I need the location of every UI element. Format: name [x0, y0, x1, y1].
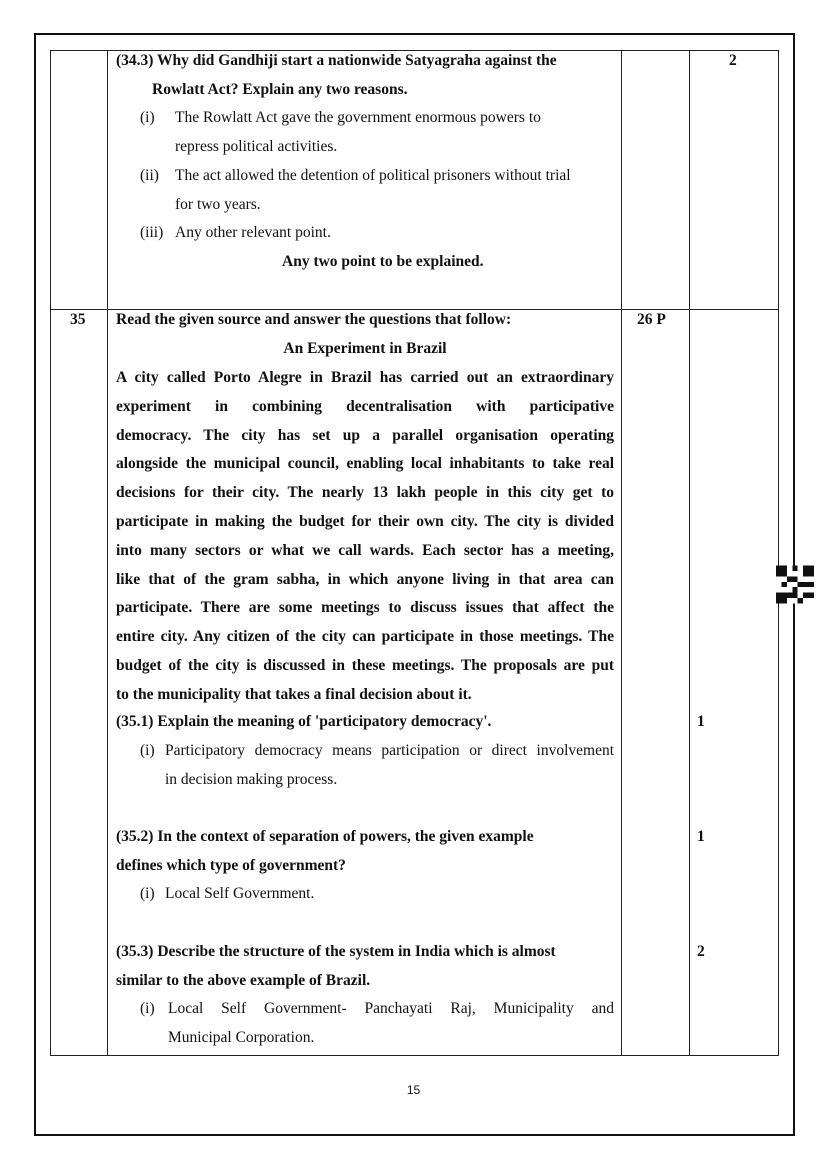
answer-text: in decision making process. [165, 771, 338, 788]
question-number: 35 [70, 311, 86, 328]
point-text: The Rowlatt Act gave the government enormous powers to [175, 109, 541, 126]
point-text: The act allowed the detention of political prisoners without trial [175, 167, 571, 184]
source-text-line: entire city. Any citizen of the city can participate in those meetings. The [116, 628, 614, 646]
instruction: Read the given source and answer the questions that follow: [116, 311, 512, 328]
question-35-3-cont: similar to the above example of Brazil. [116, 972, 371, 989]
source-title: An Experiment in Brazil [283, 340, 447, 357]
table-col-line [50, 50, 51, 1056]
source-text-line: to the municipality that takes a final decision about it. [116, 685, 472, 703]
answer-text: Participatory democracy means participation or direct involvement [165, 742, 614, 759]
source-text-line: alongside the municipal council, enabling local inhabitants to take real [116, 455, 614, 473]
source-text-line: into many sectors or what we call wards. Each sector has a meeting, [116, 541, 614, 559]
point-text: Any other relevant point. [175, 224, 331, 241]
marks: 2 [697, 943, 705, 960]
table-border-bottom [50, 1055, 779, 1056]
question-35-3: (35.3) Describe the structure of the system in India which is almost [116, 943, 556, 960]
source-text-line: budget of the city is discussed in these meetings. The proposals are put [116, 657, 614, 674]
page-reference: 26 P [637, 311, 666, 328]
point-text: for two years. [175, 196, 261, 213]
answer-number: (i) [140, 742, 155, 759]
marks: 1 [697, 713, 705, 730]
source-text-line: experiment in combining decentralisation with participative [116, 397, 614, 415]
answer-text: Municipal Corporation. [168, 1029, 315, 1046]
answer-number: (i) [140, 885, 155, 902]
source-text-line: like that of the gram sabha, in which anyone living in that area can [116, 570, 614, 588]
table-col-line [621, 50, 622, 1056]
answer-text: Local Self Government- Panchayati Raj, Municipality and [168, 1000, 614, 1017]
source-text-line: democracy. The city has set up a parallel organisation operating [116, 426, 614, 444]
question-34-3: (34.3) Why did Gandhiji start a nationwide Satyagraha against the [116, 52, 557, 69]
marks: 1 [697, 828, 705, 845]
point-text: repress political activities. [175, 138, 338, 155]
point-number: (ii) [140, 167, 159, 184]
point-number: (i) [140, 109, 155, 126]
question-34-3-cont: Rowlatt Act? Explain any two reasons. [152, 81, 408, 98]
table-col-line [689, 50, 690, 1056]
point-number: (iii) [140, 224, 164, 241]
table-col-line [107, 50, 108, 1056]
source-text-line: A city called Porto Alegre in Brazil has carried out an extraordinary [116, 369, 614, 386]
page-number: 15 [406, 1083, 421, 1097]
table-col-line [778, 50, 779, 1056]
answer-number: (i) [140, 1000, 155, 1017]
answer-text: Local Self Government. [165, 885, 315, 902]
marks: 2 [729, 52, 737, 69]
marking-note: Any two point to be explained. [282, 253, 484, 270]
source-text-line: participate in making the budget for their own city. The city is divided [116, 513, 614, 530]
question-35-2-cont: defines which type of government? [116, 857, 346, 874]
source-text-line: decisions for their city. The nearly 13 lakh people in this city get to [116, 484, 614, 502]
question-35-2: (35.2) In the context of separation of powers, the given example [116, 828, 534, 845]
source-text-line: participate. There are some meetings to discuss issues that affect the [116, 599, 614, 617]
question-35-1: (35.1) Explain the meaning of 'participatory democracy'. [116, 713, 492, 730]
qr-code-icon [776, 565, 814, 604]
